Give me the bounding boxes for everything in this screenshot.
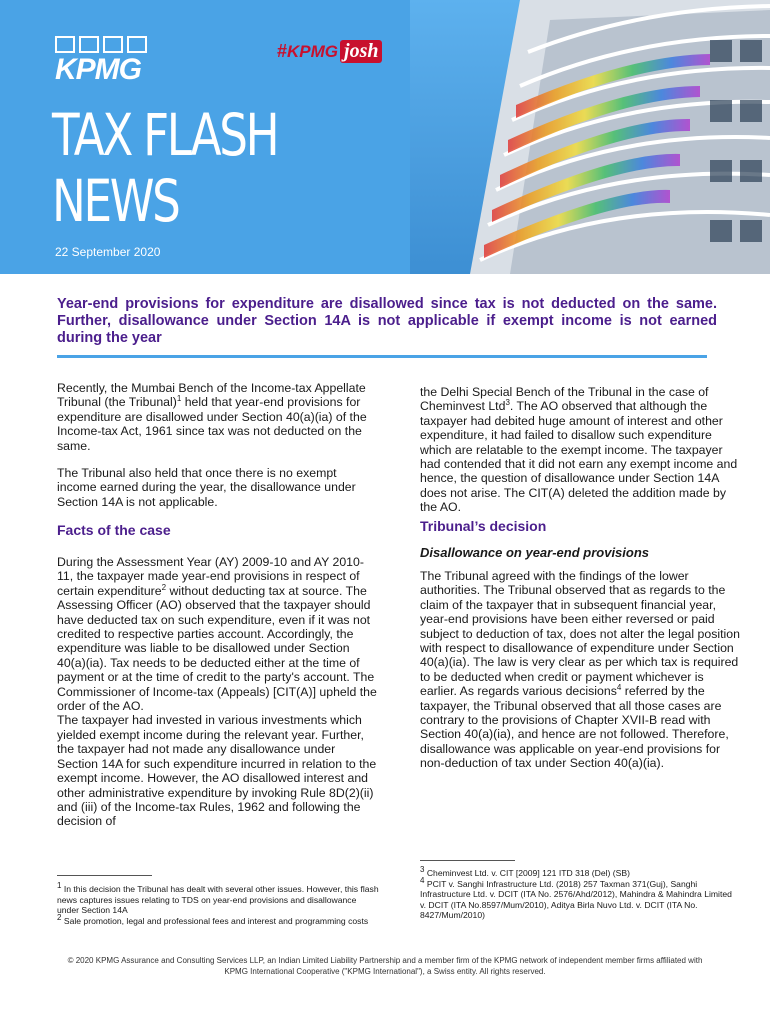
masthead-banner [0,0,770,274]
footnote-ref-4: 4 [616,683,622,693]
copyright-line-2: KPMG International Cooperative ("KPMG International"), a Swiss entity. All rights reserved. [224,967,546,976]
copyright-line-1: © 2020 KPMG Assurance and Consulting Services LLP, an Indian Limited Liability Partnership and a member firm of the KPMG network of independent member firms affiliated with [67,956,703,965]
facts-paragraph-1: During the Assessment Year (AY) 2009-10 and AY 2010-11, the taxpayer made year-end provisions in respect of certain expenditure$^2$ without deducting tax at source. The Assessing Officer (AO) observed that the taxpayer should have deducted tax on such expenditure, even if it was not credited to respective parties account. Accordingly, the expenditure was liable to be disallowed under Section 40(a)(ia). Tax needs to be deducted either at the time of payment or at the time of credit to the party's account. The Commissioner of Income-tax (Appeals) [CIT(A)] upheld the order of the AO. [57,555,377,714]
footnotes-left [57,881,379,926]
continued-paragraph: the Delhi Special Bench of the Tribunal in the case of Cheminvest Ltd$^3$. The AO observed that although the taxpayer had debited huge amount of interest and other expenditure, it had failed to disallow such expenditure which are relatable to the exempt income. The taxpayer had contended that it did not earn any exempt income and hence, the question of disallowance under Section 14A does not arise. The CIT(A) deleted the addition made by the AO. [420,385,738,515]
article-headline: Year-end provisions for expenditure are disallowed since tax is not deducted on the same. Further, disallowance under Section 14A is not applicable if exempt income is not earned during the year [57,296,717,346]
intro-paragraph-1: Recently, the Mumbai Bench of the Income-tax Appellate Tribunal (the Tribunal)$^1$ held that year-end provisions for expenditure are disallowed under Section 40(a)(ia) of the Income-tax Act, 1961 since tax was not deducted on the same. [57,381,367,453]
building-photo [410,0,770,274]
kpmg-logo-boxes [55,36,147,53]
footnote-ref-1: 1 [176,394,182,404]
footnote-ref-2: 2 [161,582,167,592]
facts-heading: Facts of the case [57,522,171,538]
footnote-divider-left [57,875,152,876]
kpmg-josh-logo [277,40,382,72]
facts-paragraph-2: The taxpayer had invested in various investments which yielded exempt income during the relevant year. Further, the taxpayer had not made any disallowance under Section 14A for such expenditure incurred in relation to the exempt income. However, the AO disallowed interest and other administrative expenditure by invoking Rule 8D(2)(ii) and (iii) of the Income-tax Rules, 1962 and following the decision of [57,713,377,829]
decision-subheading: Disallowance on year-end provisions [420,545,650,560]
josh-logo-josh: josh [340,40,382,63]
left-column-intro [57,381,377,509]
left-column-facts [57,555,377,829]
josh-logo-hash: # [277,41,288,61]
footnotes-right [420,865,740,921]
footnote-3: $^3$ Cheminvest Ltd. v. CIT [2009] 121 ITD 318 (Del) (SB) [420,865,630,878]
footnote-4: $^4$ PCIT v. Sanghi Infrastructure Ltd. (2018) 257 Taxman 371(Guj), Sanghi Infrastructure Ltd. v. DCIT (ITA No. 2576/Ahd/2012), Mahindra & Mahindra Limited v. DCIT (ITA No.8597/Mum/2010), Aditya Birla Nuvo Ltd. v. DCIT (ITA No. 8427/Mum/2010) [420,875,732,920]
headline-divider [57,355,707,358]
kpmg-logo-text: KPMG [55,53,141,86]
copyright-footer [60,955,710,977]
publication-title [52,102,277,234]
josh-logo-kpmg: KPMG [287,42,339,61]
footnote-divider-right [420,860,515,861]
footnote-2: $^2$ Sale promotion, legal and professional fees and interest and programming costs [57,912,369,926]
decision-paragraph: The Tribunal agreed with the findings of the lower authorities. The Tribunal observed that as regards to the claim of the taxpayer that in subsequent financial year, year-end provisions have been either reversed or paid subject to deduction of tax, does not alter the legal position with respect to disallowance of expenditure under Section 40(a)(ia). The law is very clear as per which tax is required to be deducted when credit or payment whichever is earlier. As regards various decisions$^4$ referred by the taxpayer, the Tribunal observed that all those cases are contrary to the provisions of Chapter XVII-B read with Section 40(a)(ia), and hence are not followed. Therefore, disallowance was applicable on year-end provisions for non-deduction of tax under Section 40(a)(ia). [420,569,740,771]
publication-title-line1: TAX FLASH [52,101,278,169]
right-column-decision [420,569,740,771]
kpmg-logo [55,36,147,85]
footnote-ref-3: 3 [505,398,510,408]
decision-heading: Tribunal’s decision [420,518,547,534]
right-column-continued [420,385,740,515]
intro-paragraph-2: The Tribunal also held that once there is no exempt income earned during the year, the disallowance under Section 14A is not applicable. [57,466,356,509]
publication-date: 22 September 2020 [55,245,161,259]
footnote-1: $^1$ In this decision the Tribunal has dealt with several other issues. However, this flash news captures issues relating to TDS on year-end provisions and disallowance under Section 14A [57,881,379,915]
publication-title-line2: NEWS [52,167,179,235]
